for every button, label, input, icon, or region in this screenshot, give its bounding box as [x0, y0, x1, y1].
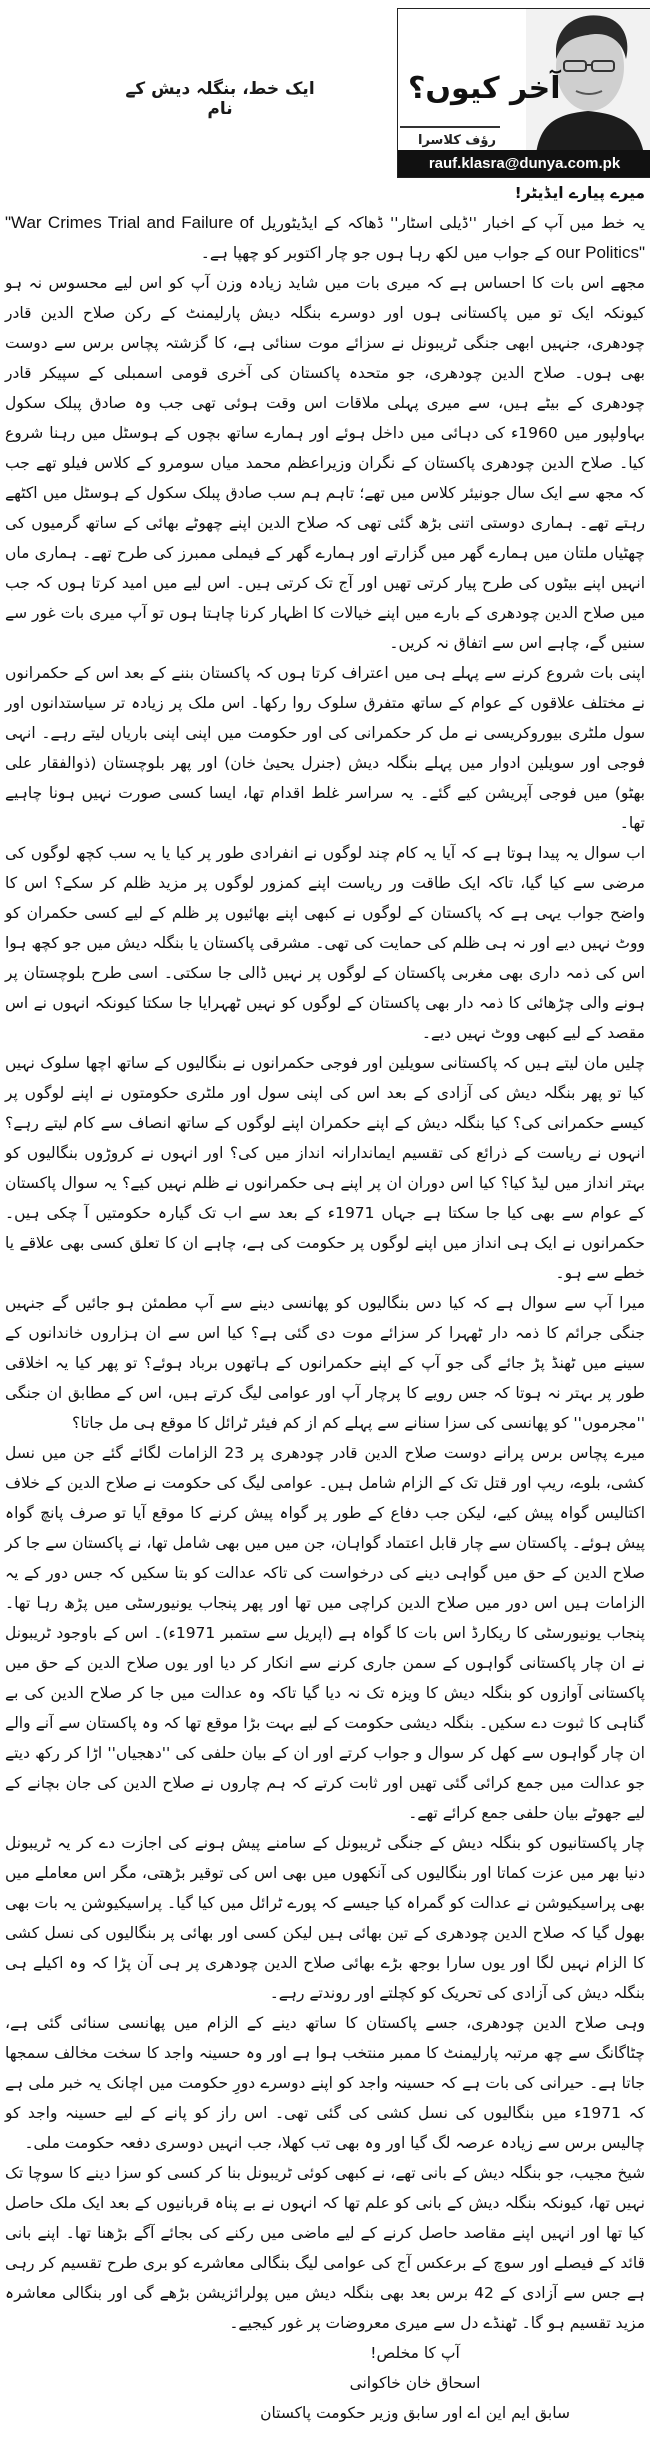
paragraph: اپنی بات شروع کرنے سے پہلے ہی میں اعتراف کرتا ہوں کہ پاکستان بننے کے بعد اس کے حکمرانوں نے مختلف علاقوں کے عوام کے ساتھ متفرق سلوک روا رکھا۔ اس ملک پر زیادہ تر سیاستدانوں اور سول ملٹری بیوروکریسی نے مل کر حکمرانی کی اور حکومت میں اپنی اپنی باریاں لیتے رہے۔ انہی فوجی اور سویلین ادوار میں پہلے بنگلہ دیش (جنرل یحییٰ خان) اور پھر بلوچستان (ذوالفقار علی بھٹو) میں فوجی آپریشن کیے گئے۔ یہ سراسر غلط اقدام تھا، ایسا کسی صورت نہیں ہونا چاہیے تھا۔ [5, 664, 645, 832]
editorial-title: "War Crimes Trial and Failure of our Politics" [5, 213, 645, 262]
paragraph: وہی صلاح الدین چودھری، جسے پاکستان کا ساتھ دینے کے الزام میں پھانسی سنائی گئی ہے، چٹاگانگ سے چھ مرتبہ پارلیمنٹ کا ممبر منتخب ہوا ہے اور وہ حسینہ واجد کا سخت مخالف سمجھا جاتا ہے۔ حیرانی کی بات ہے کہ حسینہ واجد کو اپنے دوسرے دورِ حکومت میں اچانک یہ خبر ملی ہے کہ 1971ء میں بنگالیوں کی نسل کشی کی گئی تھی۔ اس راز کو پانے کے لیے حسینہ واجد کو چالیس برس سے زیادہ عرصہ لگ گیا اور وہ بھی تب کھلا، جب انہیں دوسری دفعہ حکومت ملی۔ [5, 2014, 645, 2152]
article-body [5, 178, 645, 2428]
paragraph: میرے پچاس برس پرانے دوست صلاح الدین قادر چودھری پر 23 الزامات لگائے گئے جن میں نسل کشی، بلوے، ریپ اور قتل تک کے الزام شامل ہیں۔ عوامی لیگ کی حکومت نے صلاح الدین کے خلاف اکتالیس گواہ پیش کیے، لیکن جب دفاع کے طور پر گواہ پیش کرنے کا موقع آیا تو صرف پانچ گواہ پیش ہوئے۔ پاکستان سے چار قابل اعتماد گواہان، جن میں میں بھی شامل تھا، نے پاکستان سے جا کر صلاح الدین کے حق میں گواہی دینے کی درخواست کی تاکہ عدالت کو بتا سکیں کہ جس دور کے یہ الزامات ہیں اس دور میں صلاح الدین کراچی میں تھا اور پھر پنجاب یونیورسٹی میں پڑھ رہا تھا۔ پنجاب یونیورسٹی کا ریکارڈ اس بات کا گواہ ہے (اپریل سے ستمبر 1971ء)۔ اس کے باوجود ٹریبونل نے ان چار پاکستانی گواہوں کے سمن جاری کرنے سے انکار کر دیا اور یوں صلاح الدین کے حق میں پاکستانی آوازوں کو بنگلہ دیش کا ویزہ تک نہ دیا گیا تاکہ وہ عدالت میں جا کر صلاح الدین کی بے گناہی کا ثبوت دے سکیں۔ بنگلہ دیشی حکومت کے لیے بہت بڑا موقع تھا کہ وہ پاکستان سے آنے والے ان چار گواہوں سے کھل کر سوال و جواب کرتے اور ان کے بیان حلفی کی ''دھجیاں'' اڑا کر رکھ دیتے جو عدالت میں جمع کرائی گئی تھیں اور ثابت کرتے کہ ہم چاروں نے صلاح الدین کی جان بچانے کے لیے جھوٹے بیان حلفی جمع کرائے تھے۔ [5, 1444, 645, 1822]
author-email[interactable]: rauf.klasra@dunya.com.pk [398, 150, 650, 177]
paragraph: میرا آپ سے سوال ہے کہ کیا دس بنگالیوں کو پھانسی دینے سے آپ مطمئن ہو جائیں گے جنہیں جنگی جرائم کا ذمہ دار ٹھہرا کر سزائے موت دی گئی ہے؟ کیا اس سے ان ہزاروں خاندانوں کے سینے میں ٹھنڈ پڑ جائے گی جو آپ کے اپنے حکمرانوں کے ہاتھوں برباد ہوئے؟ تو پھر کیا یہ اخلاقی طور پر بہتر نہ ہوتا کہ جس رویے کا پرچار آپ اور عوامی لیگ کرتے ہیں، اس کے مطابق ان جنگی ''مجرموں'' کو پھانسی کی سزا سنانے سے پہلے کم از کم فیئر ٹرائل کا موقع ہی مل جاتا؟ [5, 1294, 645, 1432]
paragraph: چلیں مان لیتے ہیں کہ پاکستانی سویلین اور فوجی حکمرانوں نے بنگالیوں کے ساتھ اچھا سلوک نہیں کیا تو پھر بنگلہ دیش کی آزادی کے بعد اس کی اپنی سول اور ملٹری حکومتوں نے اپنے لوگوں پر کیسے حکمرانی کی؟ کیا بنگلہ دیش کے اپنے حکمران اپنے لوگوں کے ساتھ انصاف سے کام لیتے رہے؟ انہوں نے ریاست کے ذرائع کی تقسیم ایماندارانہ انداز میں کی؟ اور انہوں نے کروڑوں بنگالیوں کو بہتر انداز میں لیڈ کیا؟ کیا اس دوران ان پر اپنے ہی حکمرانوں نے ظلم نہیں کیے؟ یہ سوال پاکستان کے عوام سے بھی کیا جا سکتا ہے جہاں 1971ء کے بعد سے اب تک گیارہ حکومتیں آ چکی ہیں۔ حکمرانوں نے ایک ہی انداز میں اپنے لوگوں پر حکومت کی ہے، چاہے ان کا تعلق کسی بھی علاقے یا خطے سے ہو۔ [5, 1054, 646, 1282]
paragraph: مجھے اس بات کا احساس ہے کہ میری بات میں شاید زیادہ وزن آپ کو اس لیے محسوس نہ ہو کیونکہ ایک تو میں پاکستانی ہوں اور دوسرے بنگلہ دیش پارلیمنٹ کے رکن صلاح الدین قادر چودھری، جنہیں ابھی جنگی ٹریبونل نے سزائے موت سنائی ہے، کا گزشتہ پچاس برس سے دوست بھی ہوں۔ صلاح الدین چودھری، جو متحدہ پاکستان کی آخری قومی اسمبلی کے سپیکر قادر چودھری کے بیٹے ہیں، سے میری پہلی ملاقات اس وقت ہوئی تھی جب وہ صادق پبلک سکول بہاولپور میں 1960ء کی دہائی میں داخل ہوئے اور ہمارے ساتھ بچوں کے ہوسٹل میں رہنا شروع کیا۔ صلاح الدین چودھری پاکستان کے نگران وزیراعظم محمد میاں سومرو کے کلاس فیلو تھے جب کہ مجھ سے ایک سال جونیئر کلاس میں تھے؛ تاہم ہم سب صادق پبلک سکول کے ہوسٹل میں اکٹھے رہتے تھے۔ ہماری دوستی اتنی بڑھ گئی تھی کہ صلاح الدین اپنے چھوٹے بھائی کے ساتھ گرمیوں کی چھٹیاں ملتان میں ہمارے گھر میں گزارتے اور ہمارے گھر کے فیملی ممبرز کی طرح تھے۔ ہماری ماں انہیں اپنے بیٹوں کی طرح پیار کرتی تھیں اور آج تک کرتی ہیں۔ اس لیے میں امید کرتا ہوں کہ جب میں صلاح الدین چودھری کے بارے میں اپنے خیالات کا اظہار کرنا چاہتا ہوں تو آپ میری بات غور سے سنیں گے، چاہے اس سے اتفاق نہ کریں۔ [5, 274, 645, 652]
signoff-closing: آپ کا مخلص! [370, 2344, 460, 2362]
intro-text-before: یہ خط میں آپ کے اخبار ''ڈیلی اسٹار'' ڈھاکہ کے ایڈیٹوریل [260, 214, 645, 232]
column-author: رؤف کلاسرا [418, 133, 496, 148]
article-title: ایک خط، بنگلہ دیش کے نام [125, 79, 315, 119]
intro-text-after: کے جواب میں لکھ رہا ہوں جو چار اکتوبر کو چھپا ہے۔ [200, 244, 551, 262]
paragraph: شیخ مجیب، جو بنگلہ دیش کے بانی تھے، نے کبھی کوئی ٹریبونل بنا کر کسی کو سزا دینے کا سوچا تک نہیں تھا، کیونکہ بنگلہ دیش کے بانی کو علم تھا کہ انہوں نے بے پناہ قربانیوں کے بعد ایک ملک حاصل کیا تھا اور انہیں اپنے مقاصد حاصل کرنے کے لیے ماضی میں رکنے کی بجائے آگے بڑھنا تھا۔ اپنے بانی قائد کے فیصلے اور سوچ کے برعکس آج کی عوامی لیگ بنگالی معاشرے کو بری طرح تقسیم کر رہی ہے جس سے آزادی کے 42 برس بعد بھی بنگلہ دیش میں پولرائزیشن بڑھے گی اور بنگالی معاشرہ مزید تقسیم ہو گا۔ ٹھنڈے دل سے میری معروضات پر غور کیجیے۔ [5, 2164, 645, 2332]
paragraph: چار پاکستانیوں کو بنگلہ دیش کے جنگی ٹریبونل کے سامنے پیش ہونے کی اجازت دے کر یہ ٹریبونل دنیا بھر میں عزت کماتا اور بنگالیوں کی آنکھوں میں بھی اس کی توقیر بڑھتی، مگر اس معاملے میں بھی پراسیکیوشن نے عدالت کو گمراہ کیا جیسے کہ پورے ٹرائل میں کیا گیا۔ پراسیکیوشن یہ بات بھی بھول گیا کہ صلاح الدین چودھری کے تین بھائی ہیں لیکن کسی اور بھائی پر بنگالیوں کی نسل کشی کا الزام نہیں لگا اور یوں سارا بوجھ بڑے بھائی صلاح الدین چودھری پر ہی آن پڑا کہ وہ اکیلے ہی بنگلہ دیش کی آزادی کی تحریک کو کچلتے اور روندتے رہے۔ [5, 1834, 645, 2002]
greeting: میرے پیارے ایڈیٹر! [514, 184, 645, 202]
intro-paragraph [5, 208, 645, 268]
column-byline-banner [397, 8, 650, 178]
column-divider [400, 126, 500, 128]
column-name: آخر کیوں؟ [408, 71, 561, 106]
paragraph: اب سوال یہ پیدا ہوتا ہے کہ آیا یہ کام چند لوگوں نے انفرادی طور پر کیا یا یہ سب کچھ لوگوں کی مرضی سے کیا گیا، تاکہ ایک طاقت ور ریاست اپنے کمزور لوگوں پر مزید ظلم کر سکے؟ اس کا واضح جواب یہی ہے کہ پاکستان کے لوگوں نے کبھی اپنے بھائیوں پر ظلم کے لیے کسی حکمران کو ووٹ نہیں دیے اور نہ ہی ظلم کی حمایت کی تھی۔ مشرقی پاکستان یا بنگلہ دیش میں جو کچھ ہوا اس کی ذمہ داری بھی مغربی پاکستان کے لوگوں پر نہیں ڈالی جا سکتی۔ اسی طرح بلوچستان پر ہونے والی چڑھائی کا ذمہ دار بھی پاکستان کے لوگوں کو نہیں ٹھہرایا جا سکتا کیونکہ انہوں نے اس مقصد کے لیے کبھی ووٹ نہیں دیے۔ [5, 844, 645, 1042]
signoff-name: اسحاق خان خاکوانی [349, 2374, 481, 2392]
signoff-designation: سابق ایم این اے اور سابق وزیر حکومت پاکستان [260, 2404, 570, 2422]
